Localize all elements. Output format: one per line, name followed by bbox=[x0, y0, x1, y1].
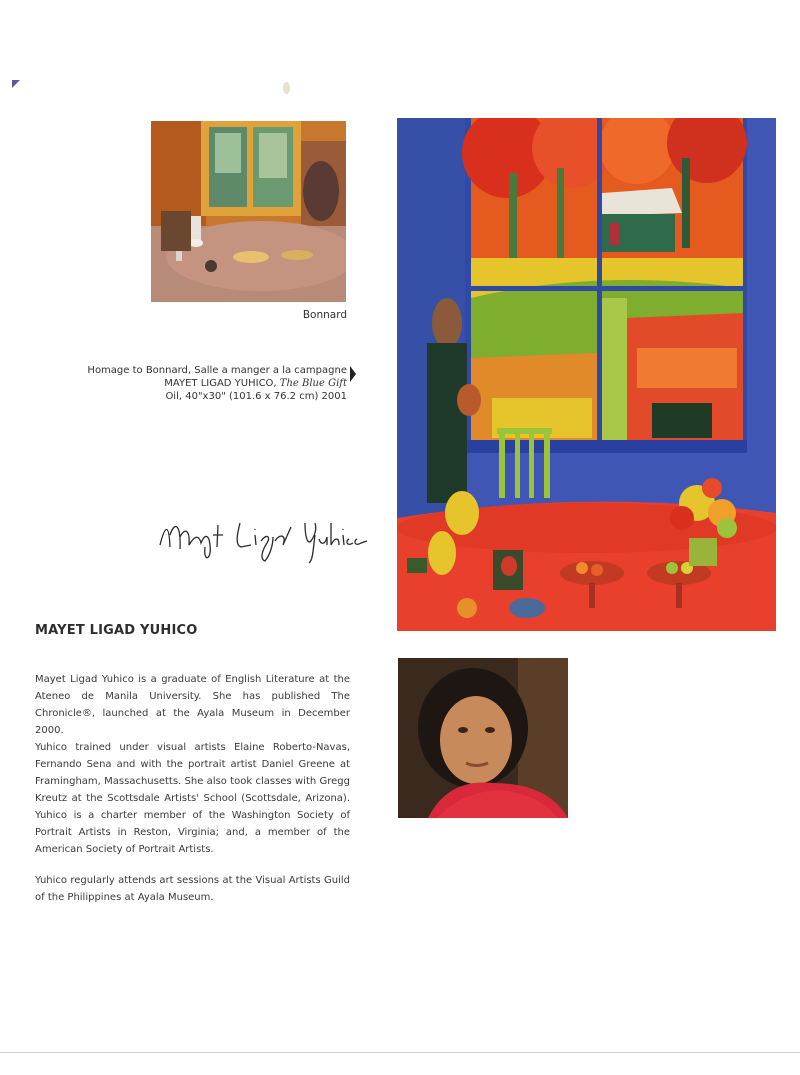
paper-fleck bbox=[283, 82, 290, 94]
artwork-caption bbox=[60, 364, 347, 403]
artwork-artist: MAYET LIGAD YUHICO, bbox=[164, 378, 277, 389]
corner-triangle-icon bbox=[12, 80, 20, 88]
artist-portrait-photo bbox=[398, 658, 568, 818]
bio-text-3: Yuhico regularly attends art sessions at the Visual Artists Guild of the Philippines at Ayala Museum. bbox=[35, 875, 350, 903]
bio-paragraph-1 bbox=[35, 671, 350, 739]
bonnard-caption: Bonnard bbox=[302, 309, 347, 321]
artist-signature bbox=[155, 505, 375, 565]
artwork-medium: Oil, 40"x30" (101.6 x 76.2 cm) 2001 bbox=[165, 391, 347, 402]
artwork-artist-title bbox=[60, 377, 347, 390]
artist-name-heading: MAYET LIGAD YUHICO bbox=[35, 623, 198, 638]
bonnard-painting bbox=[151, 121, 346, 302]
bio-text-2: Yuhico trained under visual artists Elaine Roberto-Navas, Fernando Sena and with the portrait artist Daniel Greene at Framingham, Massachusetts. She also took classes with Gregg Kreutz at the Scottsdale Artists' School (Scottsdale, Arizona). Yuhico is a charter member of the Washington Society of Portrait Artists in Reston, Virginia; and, a member of the American Society of Portrait Artists. bbox=[35, 742, 350, 855]
artwork-title: The Blue Gift bbox=[279, 378, 347, 389]
bottom-rule bbox=[0, 1052, 800, 1053]
caption-arrow-icon bbox=[350, 366, 356, 382]
bio-paragraph-3 bbox=[35, 872, 350, 906]
artwork-line1: Homage to Bonnard, Salle a manger a la campagne bbox=[87, 365, 347, 376]
bio-paragraph-2 bbox=[35, 739, 350, 858]
blue-gift-painting bbox=[397, 118, 776, 631]
bio-text-1: Mayet Ligad Yuhico is a graduate of English Literature at the Ateneo de Manila University. She has published The Chronicle®, launched at the Ayala Museum in December 2000. bbox=[35, 674, 350, 736]
